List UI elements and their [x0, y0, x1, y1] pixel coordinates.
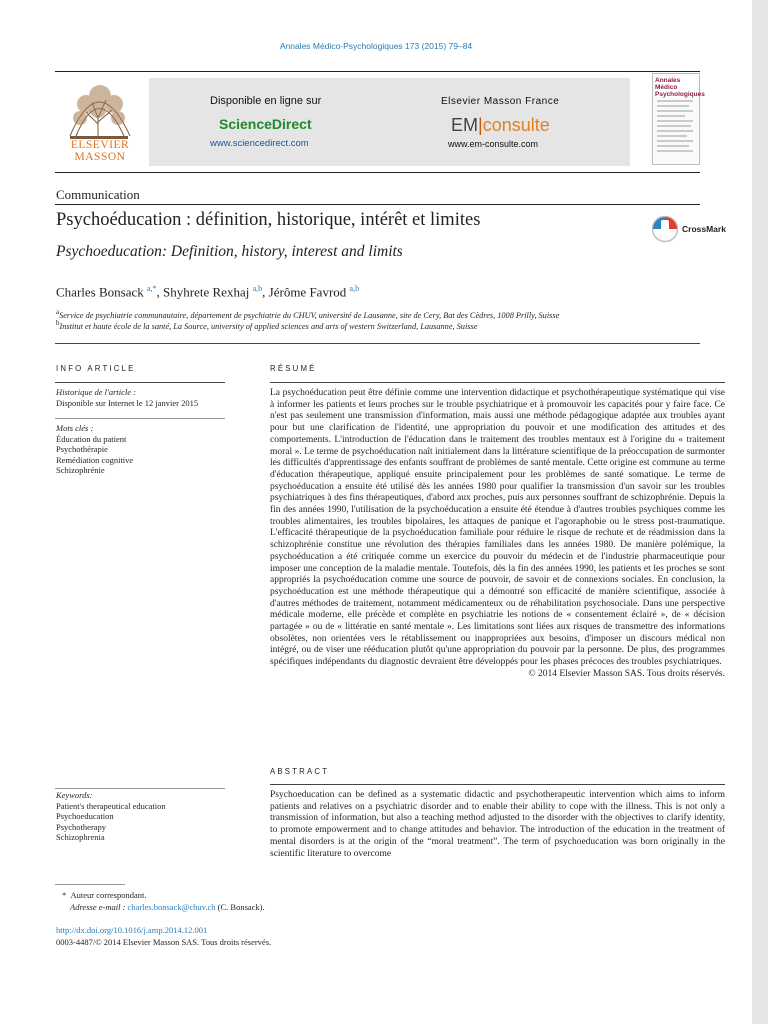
journal-cover[interactable] — [652, 73, 705, 165]
resume-body — [270, 388, 725, 681]
crossmark-icon — [652, 214, 678, 244]
scrollbar[interactable] — [752, 0, 768, 1024]
keywords-en — [56, 790, 226, 843]
footnote-rule — [55, 884, 125, 885]
email-suffix: (C. Bonsack). — [217, 902, 265, 912]
keyword-item: Éducation du patient — [56, 433, 127, 444]
email-note — [70, 902, 265, 912]
article-title-en: Psychoeducation: Definition, history, interest and limits — [56, 243, 403, 260]
keyword-item: Remédiation cognitive — [56, 454, 134, 465]
journal-reference[interactable]: Annales Médico-Psychologiques 173 (2015) 79–84 — [279, 41, 473, 51]
abstract-heading: ABSTRACT — [270, 767, 330, 776]
author-affiliation-marker[interactable]: a,b — [349, 284, 360, 293]
resume-heading: RÉSUMÉ — [270, 364, 317, 373]
affiliation-a — [56, 309, 559, 320]
abstract-text: Psychoeducation can be defined as a systematic didactic and psychotherapeutic intervention which aims to inform patients and relatives on a psychiatric disorder and to enable their ability to cope with the illness. This is not only a transmission of information, but also a teaching method adjusted to the disorder with the objectives to clarify identity, to promote empowerment and to change attitudes and behavior. The introduction of the education in the treatment of mental disorders is at the origin of the “moral treatment”. The term of psychoeducation was born originally in the scientific literature to overcome — [270, 790, 725, 859]
info-article-heading: INFO ARTICLE — [56, 364, 136, 373]
footnote-star: * — [62, 890, 67, 900]
author-separator: , — [156, 284, 164, 300]
author-affiliation-marker[interactable]: a,b — [252, 284, 263, 293]
crossmark-badge[interactable] — [652, 214, 732, 244]
section-rule — [55, 343, 700, 344]
title-rule — [55, 204, 700, 205]
keywords-en-rule — [55, 788, 225, 789]
keywords-fr-label: Mots clés : — [56, 423, 94, 433]
article-history — [56, 387, 226, 408]
info-article-rule — [55, 382, 225, 383]
keywords-fr — [56, 423, 226, 476]
affiliation-marker: a — [56, 309, 60, 316]
author-name: Charles Bonsack — [56, 284, 144, 300]
logo-text-masson: MASSON — [74, 151, 126, 163]
resume-rule — [270, 382, 725, 383]
history-label: Historique de l'article : — [56, 387, 136, 397]
keywords-en-label: Keywords: — [56, 790, 93, 800]
em-logo-left: EM — [451, 115, 478, 135]
affiliation-text: Institut et haute école de la santé, La Source, university of applied sciences and arts of western Switzerland, Lausanne, Suisse — [59, 321, 478, 331]
elsevier-masson-logo — [56, 76, 143, 168]
affiliation-b — [56, 320, 477, 331]
affiliation-text: Service de psychiatrie communautaire, département de psychiatrie du CHUV, université de Lausanne, site de Cery, Bat des Cèdres, 1008 Prilly, Suisse — [59, 310, 560, 320]
email-link[interactable]: charles.bonsack@chuv.ch — [127, 902, 216, 912]
article-category: Communication — [56, 187, 140, 202]
author-list — [56, 284, 359, 300]
affiliation-marker: b — [56, 320, 60, 327]
em-consulte-logo[interactable] — [451, 115, 550, 136]
article-title-fr: Psychoéducation : définition, historique, intérêt et limites — [56, 210, 481, 230]
abstract-rule — [270, 784, 725, 785]
keyword-item: Patient's therapeutical education — [56, 800, 166, 811]
history-rule — [55, 418, 225, 419]
resume-text: La psychoéducation peut être définie comme une intervention didactique et psychothérapeutique systématique qui vise à informer les patients et leurs proches sur le trouble psychiatrique et à promouvoir les capacités pour y faire face. Ce n'est pas seulement une transmission d'information, mais aussi une méthode pédagogique adaptée aux troubles ayant pour but une clarification de l'identité, une appropriation du pouvoir et une modification des attitudes et des comportements. L'introduction de l'éducation dans le traitement des troubles mentaux est à l'origine du « traitement moral ». Le terme de psychoéducation naît initialement dans la littérature scientifique de la préoccupation de surmonter les difficultés d'apprentissage des enfants souffrant de problèmes de santé mentale. Cette origine est commune au terme d'éducation thérapeutique, appliqué ensuite principalement pour les problèmes de santé somatique. Le terme de psychoéducation a ensuite été utilisé dès les années 1980 pour qualifier la transmission d'un savoir sur les troubles psychiatriques à des fins thérapeutiques, d'abord aux proches, puis aux personnes souffrant de schizophrénie. Depuis la fin des années 1990, l'utilisation de la psychoéducation a ensuite été étendue à d'autres troubles psychiques comme les troubles alimentaires, les troubles bipolaires, les attaques de panique et l'agoraphobie ou le stress post-traumatique. L'efficacité thérapeutique de la psychoéducation familiale pour réduire le risque de rechute et de réadmission dans la schizophrénie constitue une révolution des thérapies familiales dans les années 1980. De manière polémique, la psychoéducation a été critiquée comme un exercice du pouvoir du médecin et de l'industrie pharmaceutique pour imposer une conception de la maladie mentale. Toutefois, dès la fin des années 1990, les patients et les proches se sont appropriés la psychoéducation comme une source de pouvoir, de savoir et de connexions sociales. En conclusion, la psychoéducation est une méthode thérapeutique qui a démontré son efficacité de manière scientifique, associée à d'autres méthodes de traitement, notamment médicamenteux ou de réhabilitation psychosociale. Dans une perspective médicale moderne, elle précède et complète en psychiatrie les notions de « consentement éclairé », de « décision partagée » ou de « littératie en santé mentale ». Les limitations sont liées aux risques de transmettre des informations obsolètes, non orientées vers le rétablissement ou inappropriées aux besoins, d'imposer un discours médical non intégré, ou de viser une rééducation plutôt qu'une appropriation du pouvoir par la personne. De plus, des programmes spécifiques indépendants du diagnostic devraient être développés pour les phases précoces des troubles psychiatriques. — [270, 388, 725, 668]
cover-title-line1: Annales Médico — [655, 77, 681, 91]
crossmark-label: CrossMark — [682, 224, 726, 234]
doi-link[interactable]: http://dx.doi.org/10.1016/j.amp.2014.12.001 — [56, 925, 208, 935]
keyword-item: Schizophrenia — [56, 832, 105, 842]
sciencedirect-logo[interactable]: ScienceDirect — [219, 116, 312, 132]
logo-text-elsevier: ELSEVIER — [70, 139, 130, 151]
history-value: Disponible sur Internet le 12 janvier 2015 — [56, 397, 199, 408]
cover-contents-graphic — [653, 97, 697, 161]
abstract-body — [270, 790, 725, 862]
keyword-item: Psychoeducation — [56, 811, 114, 821]
sciencedirect-link[interactable]: www.sciencedirect.com — [210, 138, 309, 149]
keyword-item: Psychothérapie — [56, 444, 108, 454]
em-logo-separator: | — [478, 115, 483, 135]
author-name: Jérôme Favrod — [268, 284, 347, 300]
resume-copyright: © 2014 Elsevier Masson SAS. Tous droits réservés. — [528, 668, 725, 679]
author-affiliation-marker[interactable]: a,* — [146, 284, 157, 293]
em-consulte-link[interactable]: www.em-consulte.com — [448, 139, 539, 149]
corresponding-label: Auteur correspondant. — [70, 890, 147, 900]
em-caption: Elsevier Masson France — [441, 96, 560, 107]
author-name: Shyhrete Rexhaj — [163, 284, 250, 300]
author-separator: , — [262, 284, 269, 300]
em-logo-right: consulte — [482, 115, 550, 135]
issn-line: 0003-4487/© 2014 Elsevier Masson SAS. Tous droits réservés. — [56, 937, 272, 947]
keyword-item: Psychotherapy — [56, 821, 107, 832]
email-label: Adresse e-mail : — [70, 902, 126, 912]
keyword-item: Schizophrénie — [56, 465, 105, 475]
corresponding-author-note — [62, 890, 147, 900]
cover-title-line2: Psychologiques — [655, 91, 705, 98]
sciencedirect-caption: Disponible en ligne sur — [210, 95, 322, 107]
